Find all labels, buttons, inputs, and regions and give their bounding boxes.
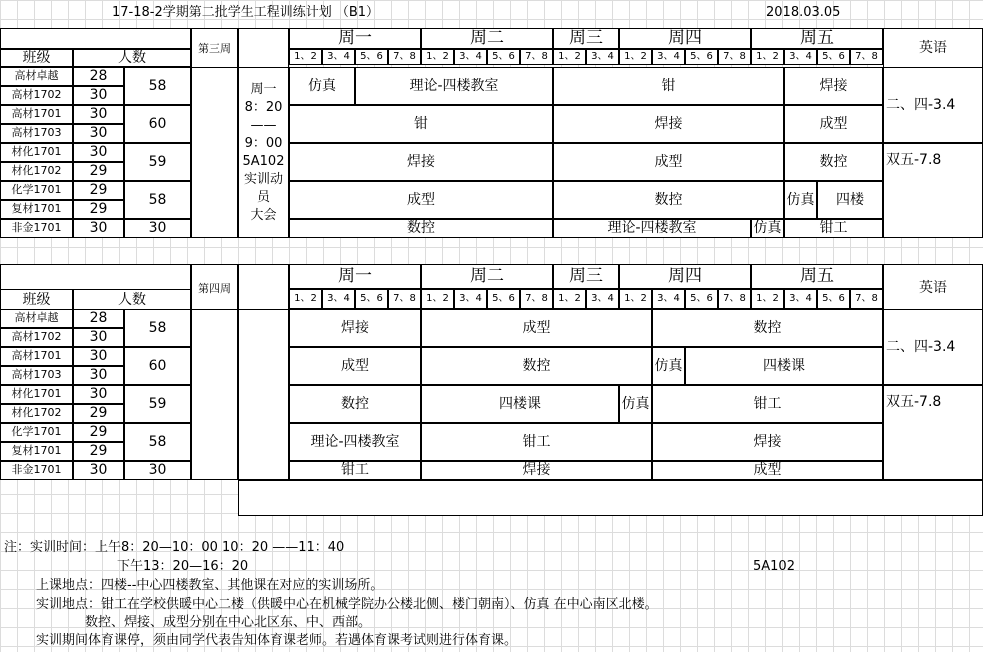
week4-blank-cell — [238, 309, 289, 480]
activity-cell: 仿真 — [619, 385, 652, 423]
week3-period-2: 5、6 — [355, 49, 388, 65]
activity-cell: 理论-四楼教室 — [553, 219, 751, 238]
week4-period-10: 1、2 — [619, 289, 652, 309]
class-header: 班级 — [0, 49, 73, 67]
week4-period-1: 3、4 — [322, 289, 355, 309]
class-name: 非金1701 — [0, 219, 73, 238]
class-name: 复材1701 — [0, 200, 73, 219]
week4-period-17: 7、8 — [850, 289, 883, 309]
class-name: 材化1702 — [0, 404, 73, 423]
group-total: 58 — [124, 181, 191, 219]
week3-period-7: 7、8 — [520, 49, 553, 65]
week3-period-11: 3、4 — [652, 49, 685, 65]
week4-period-6: 5、6 — [487, 289, 520, 309]
group-total: 30 — [124, 461, 191, 480]
week3-english-header: 英语 — [883, 28, 983, 68]
week4-side-blank — [191, 309, 238, 480]
week4-english-1: 二、四-3.4 — [883, 309, 983, 385]
week3-period-15: 3、4 — [784, 49, 817, 65]
activity-cell: 理论-四楼教室 — [355, 67, 553, 105]
class-count: 29 — [73, 442, 124, 461]
week3-period-17: 7、8 — [850, 49, 883, 65]
class-count: 28 — [73, 309, 124, 328]
class-header: 班级 — [0, 289, 73, 311]
meeting-line: 周一 — [250, 81, 277, 97]
activity-cell: 数控 — [289, 219, 553, 238]
class-count: 29 — [73, 404, 124, 423]
group-total: 60 — [124, 105, 191, 143]
activity-cell: 钳工 — [652, 385, 883, 423]
class-name: 材化1701 — [0, 143, 73, 162]
week3-period-9: 3、4 — [586, 49, 619, 65]
class-count: 28 — [73, 67, 124, 86]
week3-period-12: 5、6 — [685, 49, 718, 65]
class-name: 非金1701 — [0, 461, 73, 480]
class-name: 材化1701 — [0, 385, 73, 404]
activity-cell: 成型 — [289, 347, 421, 385]
meeting-line: 实训动 — [243, 171, 283, 187]
kickoff-meeting-cell — [238, 67, 289, 238]
activity-cell: 数控 — [553, 181, 784, 219]
week3-period-14: 1、2 — [751, 49, 784, 65]
week3-label: 第三周 — [191, 28, 238, 70]
week3-period-5: 3、4 — [454, 49, 487, 65]
activity-cell: 成型 — [652, 461, 883, 480]
group-total: 30 — [124, 219, 191, 238]
class-name: 高材1703 — [0, 366, 73, 385]
class-name: 高材1702 — [0, 328, 73, 347]
activity-cell: 仿真 — [751, 219, 784, 238]
activity-cell: 成型 — [289, 181, 553, 219]
class-count: 30 — [73, 366, 124, 385]
activity-cell: 焊接 — [784, 67, 883, 105]
group-total: 58 — [124, 67, 191, 105]
week3-period-3: 7、8 — [388, 49, 421, 65]
page-title: 17-18-2学期第二批学生工程训练计划 （B1） — [112, 5, 380, 20]
week3-period-8: 1、2 — [553, 49, 586, 65]
week4-day-2: 周三 — [553, 264, 619, 289]
week3-day-0: 周一 — [289, 28, 421, 49]
week3-period-1: 3、4 — [322, 49, 355, 65]
activity-cell: 数控 — [784, 143, 883, 181]
week3-blank-col — [238, 28, 289, 70]
week3-english-2: 双五-7.8 — [883, 143, 983, 238]
note-pe: 实训期间体育课停，须由同学代表告知体育课老师。若遇体育课考试则进行体育课。 — [36, 633, 518, 648]
activity-cell: 钳 — [553, 67, 784, 105]
group-total: 59 — [124, 385, 191, 423]
note-time: 注：实训时间：上午8：20—10：00 10：20 ——11：40 — [4, 540, 345, 555]
week4-label: 第四周 — [191, 264, 238, 314]
week3-period-0: 1、2 — [289, 49, 322, 65]
class-name: 高材卓越 — [0, 67, 73, 86]
week4-period-4: 1、2 — [421, 289, 454, 309]
class-count: 29 — [73, 162, 124, 181]
week3-period-10: 1、2 — [619, 49, 652, 65]
week3-blank-hdr — [0, 28, 191, 49]
week4-period-5: 3、4 — [454, 289, 487, 309]
class-count: 30 — [73, 124, 124, 143]
week4-blank-col — [238, 264, 289, 314]
week4-period-12: 5、6 — [685, 289, 718, 309]
activity-cell: 仿真 — [784, 181, 817, 219]
activity-cell: 焊接 — [652, 423, 883, 461]
activity-cell: 焊接 — [553, 105, 784, 143]
week4-period-14: 1、2 — [751, 289, 784, 309]
class-name: 高材卓越 — [0, 309, 73, 328]
class-name: 高材1702 — [0, 86, 73, 105]
week3-period-6: 5、6 — [487, 49, 520, 65]
note-train: 实训地点：钳工在学校供暖中心二楼（供暖中心在机械学院办公楼北侧、楼门朝南）、仿真 在中心南区北楼。 — [36, 597, 658, 612]
class-count: 30 — [73, 86, 124, 105]
activity-cell: 钳 — [289, 105, 553, 143]
class-count: 30 — [73, 143, 124, 162]
activity-cell: 数控 — [421, 347, 652, 385]
activity-cell: 成型 — [784, 105, 883, 143]
week4-english-header: 英语 — [883, 264, 983, 312]
meeting-line: 5A102 — [242, 153, 285, 169]
class-name: 高材1701 — [0, 105, 73, 124]
week3-period-13: 7、8 — [718, 49, 751, 65]
count-header: 人数 — [73, 49, 191, 67]
class-name: 材化1702 — [0, 162, 73, 181]
week3-english-1: 二、四-3.4 — [883, 67, 983, 143]
class-count: 30 — [73, 328, 124, 347]
note-place: 上课地点：四楼--中心四楼教室、其他课在对应的实训场所。 — [36, 578, 384, 593]
class-name: 复材1701 — [0, 442, 73, 461]
class-name: 化学1701 — [0, 423, 73, 442]
group-total: 60 — [124, 347, 191, 385]
week4-period-11: 3、4 — [652, 289, 685, 309]
activity-cell: 焊接 — [421, 461, 652, 480]
week4-day-4: 周五 — [751, 264, 883, 289]
week3-period-16: 5、6 — [817, 49, 850, 65]
activity-cell: 成型 — [421, 309, 652, 347]
meeting-line: 大会 — [250, 207, 277, 223]
class-count: 29 — [73, 181, 124, 200]
week4-day-0: 周一 — [289, 264, 421, 289]
class-count: 30 — [73, 105, 124, 124]
activity-cell: 四楼课 — [421, 385, 619, 423]
class-count: 30 — [73, 347, 124, 366]
week4-day-3: 周四 — [619, 264, 751, 289]
group-total: 58 — [124, 309, 191, 347]
class-count: 30 — [73, 461, 124, 480]
week4-period-16: 5、6 — [817, 289, 850, 309]
activity-cell: 数控 — [652, 309, 883, 347]
week3-period-4: 1、2 — [421, 49, 454, 65]
week4-english-2: 双五-7.8 — [883, 385, 983, 480]
activity-cell: 焊接 — [289, 143, 553, 181]
activity-cell: 数控 — [289, 385, 421, 423]
activity-cell: 四楼课 — [685, 347, 883, 385]
meeting-line: 员 — [256, 189, 270, 205]
note-room: 5A102 — [753, 559, 795, 574]
activity-cell: 仿真 — [289, 67, 355, 105]
week4-period-0: 1、2 — [289, 289, 322, 309]
activity-cell: 焊接 — [289, 309, 421, 347]
week3-day-2: 周三 — [553, 28, 619, 49]
activity-cell: 钳工 — [784, 219, 883, 238]
activity-cell: 仿真 — [652, 347, 685, 385]
note-train-2: 数控、焊接、成型分别在中心北区东、中、西部。 — [85, 615, 372, 630]
footer-blank — [238, 480, 983, 516]
week3-day-3: 周四 — [619, 28, 751, 49]
count-header: 人数 — [73, 289, 191, 311]
class-count: 29 — [73, 423, 124, 442]
week4-period-2: 5、6 — [355, 289, 388, 309]
activity-cell: 钳工 — [421, 423, 652, 461]
meeting-line: 9：00 — [244, 135, 283, 151]
week4-day-1: 周二 — [421, 264, 553, 289]
class-name: 高材1701 — [0, 347, 73, 366]
group-total: 58 — [124, 423, 191, 461]
activity-cell: 理论-四楼教室 — [289, 423, 421, 461]
class-name: 化学1701 — [0, 181, 73, 200]
week4-period-8: 1、2 — [553, 289, 586, 309]
week4-period-13: 7、8 — [718, 289, 751, 309]
meeting-line: —— — [250, 117, 277, 133]
group-total: 59 — [124, 143, 191, 181]
week3-side-blank — [191, 67, 238, 238]
week4-period-15: 3、4 — [784, 289, 817, 309]
activity-cell: 四楼 — [817, 181, 883, 219]
week4-period-3: 7、8 — [388, 289, 421, 309]
class-count: 29 — [73, 200, 124, 219]
week4-period-9: 3、4 — [586, 289, 619, 309]
note-time-pm: 下午13：20—16：20 — [117, 559, 249, 574]
activity-cell: 成型 — [553, 143, 784, 181]
week4-period-7: 7、8 — [520, 289, 553, 309]
activity-cell: 钳工 — [289, 461, 421, 480]
meeting-line: 8：20 — [244, 99, 283, 115]
week3-day-1: 周二 — [421, 28, 553, 49]
class-count: 30 — [73, 219, 124, 238]
week3-day-4: 周五 — [751, 28, 883, 49]
date-label: 2018.03.05 — [766, 5, 841, 20]
class-name: 高材1703 — [0, 124, 73, 143]
class-count: 30 — [73, 385, 124, 404]
